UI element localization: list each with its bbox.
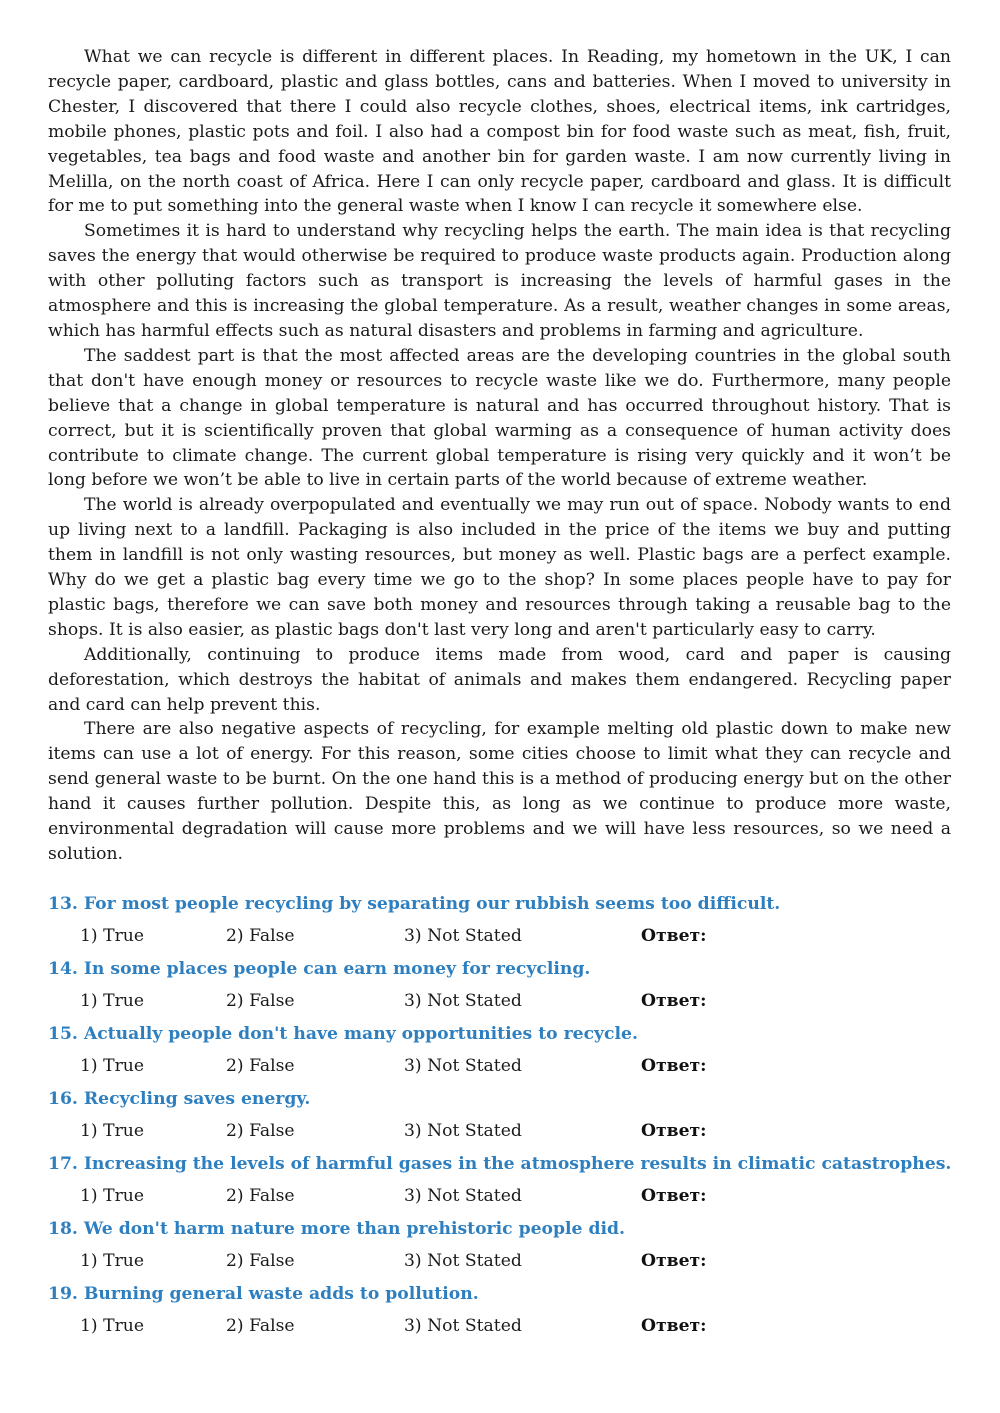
worksheet-page [48,45,951,1347]
option-false[interactable]: 2) False [226,1120,295,1141]
question-options [48,1054,951,1087]
question-title: 14. In some places people can earn money for recycling. [48,958,591,979]
option-true[interactable]: 1) True [80,1250,145,1271]
option-not-stated[interactable]: 3) Not Stated [404,1250,522,1271]
option-true[interactable]: 1) True [80,1185,145,1206]
question-17 [48,1152,951,1217]
question-title: 17. Increasing the levels of harmful gases in the atmosphere results in climatic catastrophes. [48,1153,952,1174]
passage-paragraph: The world is already overpopulated and eventually we may run out of space. Nobody wants to end up living next to a landfill. Packaging is also included in the price of the items we buy and putting them in landfill is not only wasting resources, but money as well. Plastic bags are a perfect example. Why do we get a plastic bag every time we go to the shop? In some places people have to pay for plastic bags, therefore we can save both money and resources through taking a reusable bag to the shops. It is also easier, as plastic bags don't last very long and aren't particularly easy to carry. [48,495,951,640]
option-false[interactable]: 2) False [226,1250,295,1271]
option-true[interactable]: 1) True [80,990,145,1011]
option-false[interactable]: 2) False [226,925,295,946]
question-16 [48,1087,951,1152]
passage-paragraph: There are also negative aspects of recycling, for example melting old plastic down to make new items can use a lot of energy. For this reason, some cities choose to limit what they can recycle and send general waste to be burnt. On the one hand this is a method of producing energy but on the other hand it causes further pollution. Despite this, as long as we continue to produce more waste, environmental degradation will cause more problems and we will have less resources, so we need a solution. [48,719,951,864]
question-19 [48,1282,951,1347]
question-title: 18. We don't harm nature more than prehistoric people did. [48,1218,626,1239]
passage-paragraph: Sometimes it is hard to understand why recycling helps the earth. The main idea is that recycling saves the energy that would otherwise be required to produce waste products again. Production along with other polluting factors such as transport is increasing the levels of harmful gases in the atmosphere and this is increasing the global temperature. As a result, weather changes in some areas, which has harmful effects such as natural disasters and problems in farming and agriculture. [48,221,951,341]
answer-label: Ответ: [641,990,707,1011]
answer-label: Ответ: [641,1250,707,1271]
reading-passage [48,45,951,867]
option-not-stated[interactable]: 3) Not Stated [404,990,522,1011]
option-false[interactable]: 2) False [226,1055,295,1076]
option-true[interactable]: 1) True [80,1315,145,1336]
question-title: 15. Actually people don't have many opportunities to recycle. [48,1023,638,1044]
question-options [48,924,951,957]
question-title: 16. Recycling saves energy. [48,1088,311,1109]
question-options [48,1184,951,1217]
option-not-stated[interactable]: 3) Not Stated [404,1120,522,1141]
question-options [48,1249,951,1282]
option-not-stated[interactable]: 3) Not Stated [404,1315,522,1336]
passage-paragraph: The saddest part is that the most affected areas are the developing countries in the global south that don't have enough money or resources to recycle waste like we do. Furthermore, many people believe that a change in global temperature is natural and has occurred throughout history. That is correct, but it is scientifically proven that global warming as a consequence of human activity does contribute to climate change. The current global temperature is rising very quickly and it won’t be long before we won’t be able to live in certain parts of the world because of extreme weather. [48,345,951,491]
question-18 [48,1217,951,1282]
question-13 [48,892,951,957]
question-list [48,892,951,1347]
option-not-stated[interactable]: 3) Not Stated [404,1185,522,1206]
question-options [48,1314,951,1347]
passage-paragraph: Additionally, continuing to produce items made from wood, card and paper is causing deforestation, which destroys the habitat of animals and makes them endangered. Recycling paper and card can help prevent this. [48,644,951,715]
answer-label: Ответ: [641,925,707,946]
question-title: 13. For most people recycling by separating our rubbish seems too difficult. [48,893,781,914]
question-options [48,989,951,1022]
option-not-stated[interactable]: 3) Not Stated [404,1055,522,1076]
answer-label: Ответ: [641,1055,707,1076]
question-14 [48,957,951,1022]
question-options [48,1119,951,1152]
question-15 [48,1022,951,1087]
option-true[interactable]: 1) True [80,925,145,946]
answer-label: Ответ: [641,1120,707,1141]
option-false[interactable]: 2) False [226,1185,295,1206]
answer-label: Ответ: [641,1185,707,1206]
option-not-stated[interactable]: 3) Not Stated [404,925,522,946]
option-true[interactable]: 1) True [80,1120,145,1141]
option-false[interactable]: 2) False [226,1315,295,1336]
option-true[interactable]: 1) True [80,1055,145,1076]
answer-label: Ответ: [641,1315,707,1336]
option-false[interactable]: 2) False [226,990,295,1011]
question-title: 19. Burning general waste adds to pollution. [48,1283,479,1304]
passage-paragraph: What we can recycle is different in different places. In Reading, my hometown in the UK, I can recycle paper, cardboard, plastic and glass bottles, cans and batteries. When I moved to university in Chester, I discovered that there I could also recycle clothes, shoes, electrical items, ink cartridges, mobile phones, plastic pots and foil. I also had a compost bin for food waste such as meat, fish, fruit, vegetables, tea bags and food waste and another bin for garden waste. I am now currently living in Melilla, on the north coast of Africa. Here I can only recycle paper, cardboard and glass. It is difficult for me to put something into the general waste when I know I can recycle it somewhere else. [48,47,951,217]
